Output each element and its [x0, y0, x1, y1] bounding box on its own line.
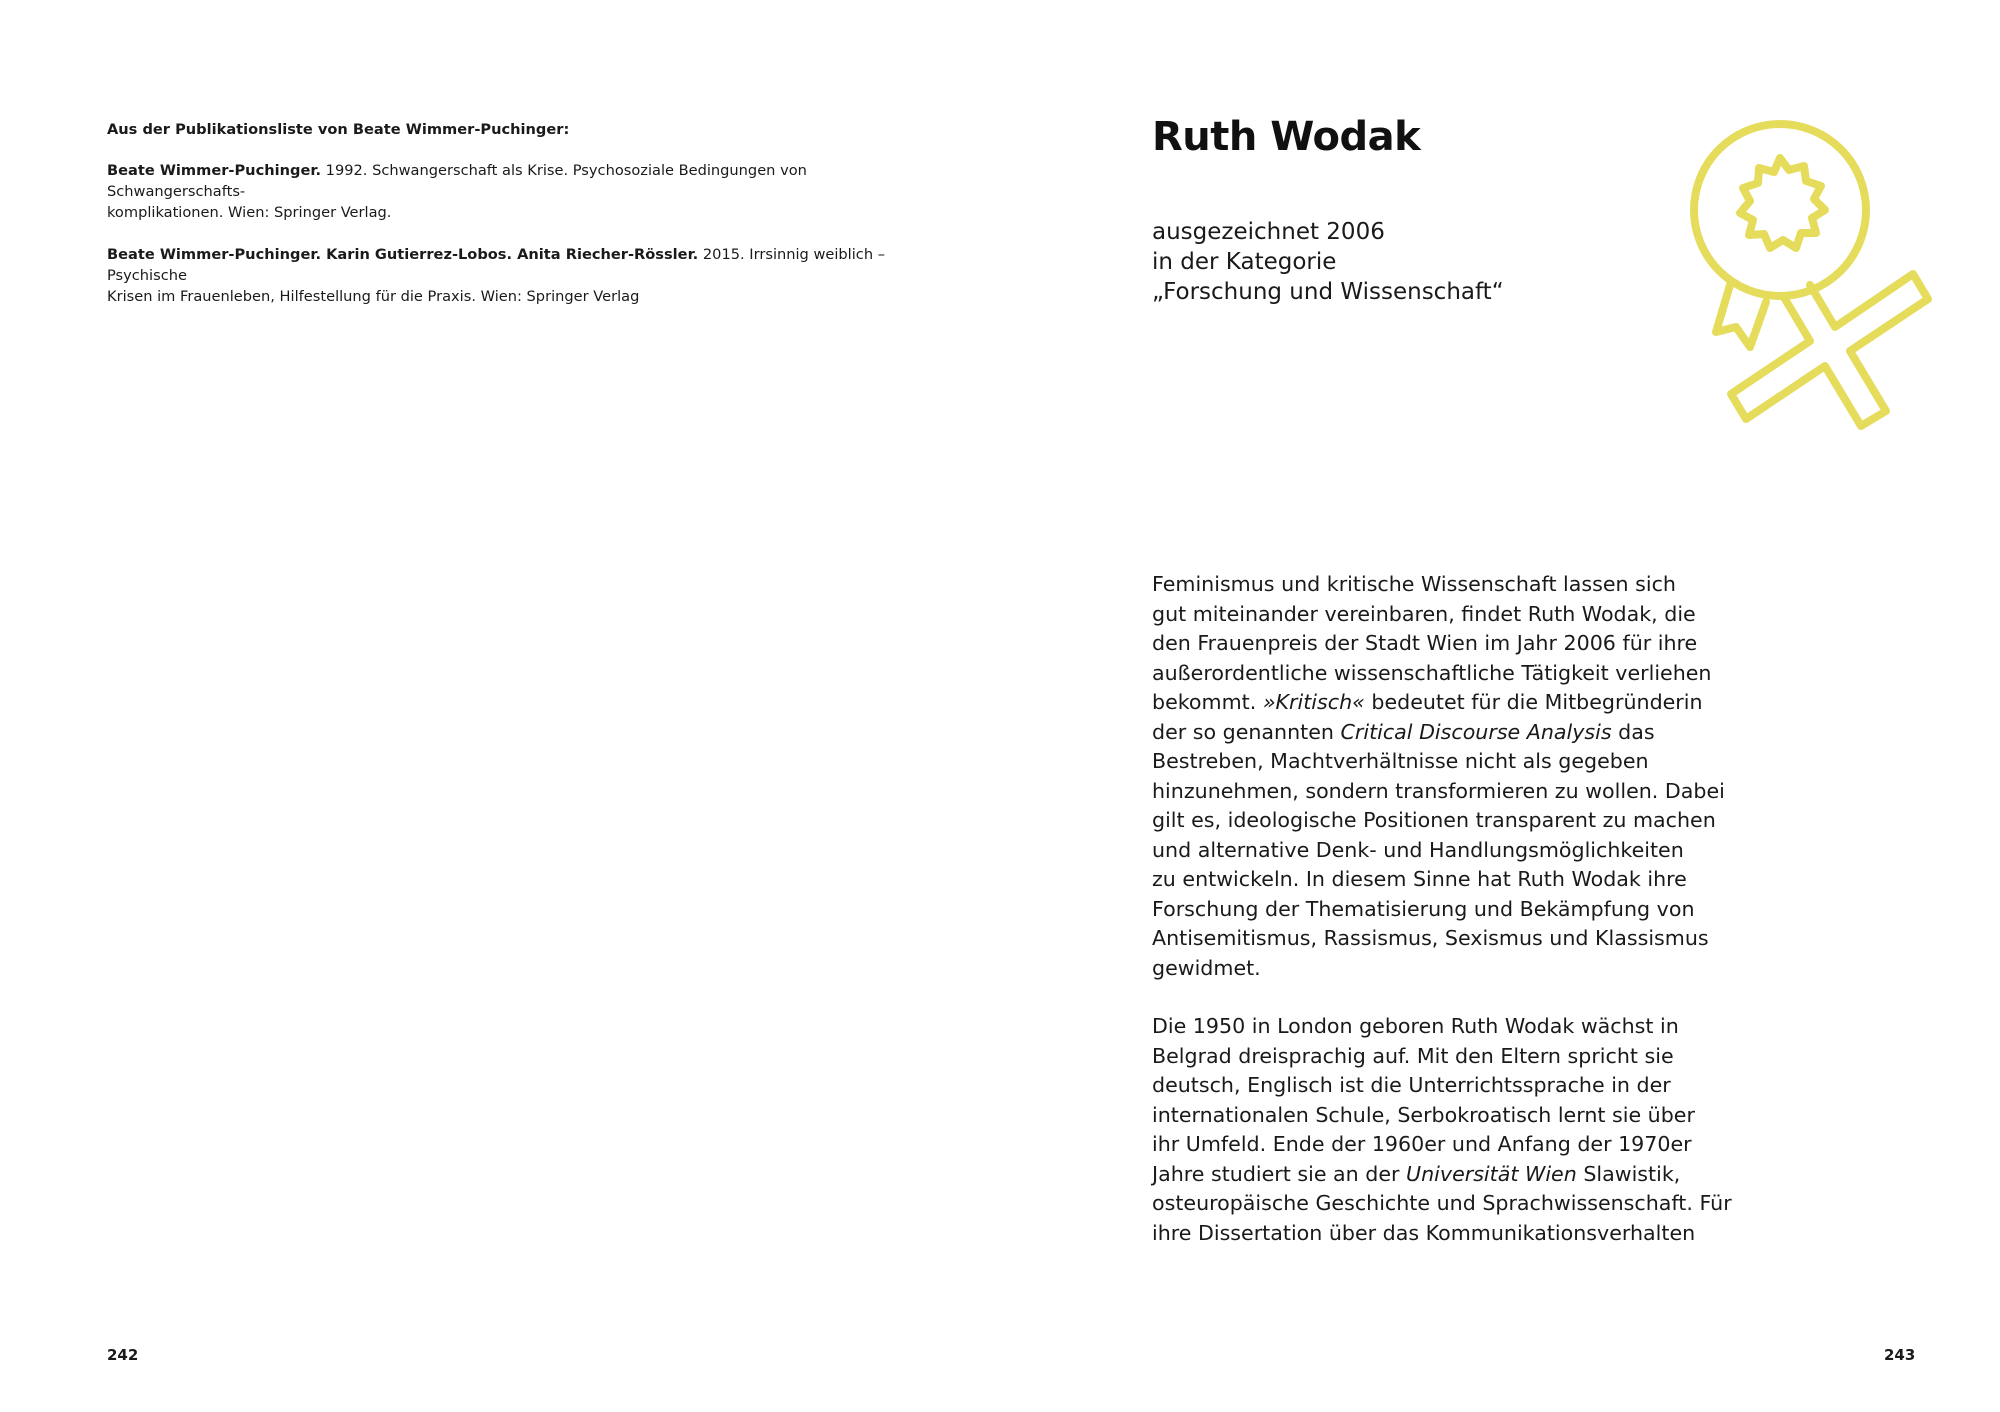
laureate-name: Ruth Wodak — [1152, 114, 1421, 160]
award-category: „Forschung und Wissenschaft“ — [1152, 279, 1504, 305]
biography-paragraph-1: Feminismus und kritische Wissenschaft lassen sich gut miteinander vereinbaren, findet Ruth Wodak, die den Frauenpreis der Stadt Wien im Jahr 2006 für ihre außerordentliche wissenschaftliche Tätigkeit verliehen bekommt. »Kritisch« bedeutet für die Mitbegründerin der so genannten Critical Discourse Analysis das Bestreben, Machtverhältnisse nicht als gegeben hinzunehmen, sondern transformieren zu wollen. Dabei gilt es, ideologische Positionen transparent zu machen und alternative Denk- und Handlungsmöglichkeiten zu entwickeln. In diesem Sinne hat Ruth Wodak ihre Forschung der Thematisierung und Bekämpfung von Antisemitismus, Rassismus, Sexismus und Klassismus gewidmet. — [1152, 572, 1725, 980]
publication-details: 1992. Schwangerschaft als Krise. Psychosoziale Bedingungen von Schwangerschafts- — [107, 162, 807, 200]
award-year: ausgezeichnet 2006 — [1152, 219, 1385, 245]
publication-details: 2015. Irrsinnig weiblich – Psychische — [107, 246, 886, 284]
publication-authors: Beate Wimmer-Puchinger. — [107, 162, 322, 179]
page-number-left: 242 — [107, 1346, 139, 1364]
page-number-right: 243 — [1884, 1346, 1916, 1364]
publication-details-continued: komplikationen. Wien: Springer Verlag. — [107, 204, 392, 221]
venus-award-rosette-icon — [1690, 115, 1960, 465]
publication-entry — [107, 244, 887, 307]
publication-details-continued: Krisen im Frauenleben, Hilfestellung für die Praxis. Wien: Springer Verlag — [107, 288, 640, 305]
publication-list-heading: Aus der Publikationsliste von Beate Wimmer-Puchinger: — [107, 121, 570, 138]
biography-paragraph-2: Die 1950 in London geboren Ruth Wodak wächst in Belgrad dreisprachig auf. Mit den Eltern spricht sie deutsch, Englisch ist die Unterrichtssprache in der internationalen Schule, Serbokroatisch lernt sie über ihr Umfeld. Ende der 1960er und Anfang der 1970er Jahre studiert sie an der Universität Wien Slawistik, osteuropäische Geschichte und Sprachwissenschaft. Für ihre Dissertation über das Kommunikationsverhalten — [1152, 1014, 1732, 1245]
publication-list — [107, 119, 887, 328]
award-category-label: in der Kategorie — [1152, 249, 1337, 275]
biography-text — [1152, 570, 1732, 1277]
publication-entry — [107, 160, 887, 223]
award-info — [1152, 217, 1504, 307]
publication-authors: Beate Wimmer-Puchinger. Karin Gutierrez-Lobos. Anita Riecher-Rössler. — [107, 246, 699, 263]
